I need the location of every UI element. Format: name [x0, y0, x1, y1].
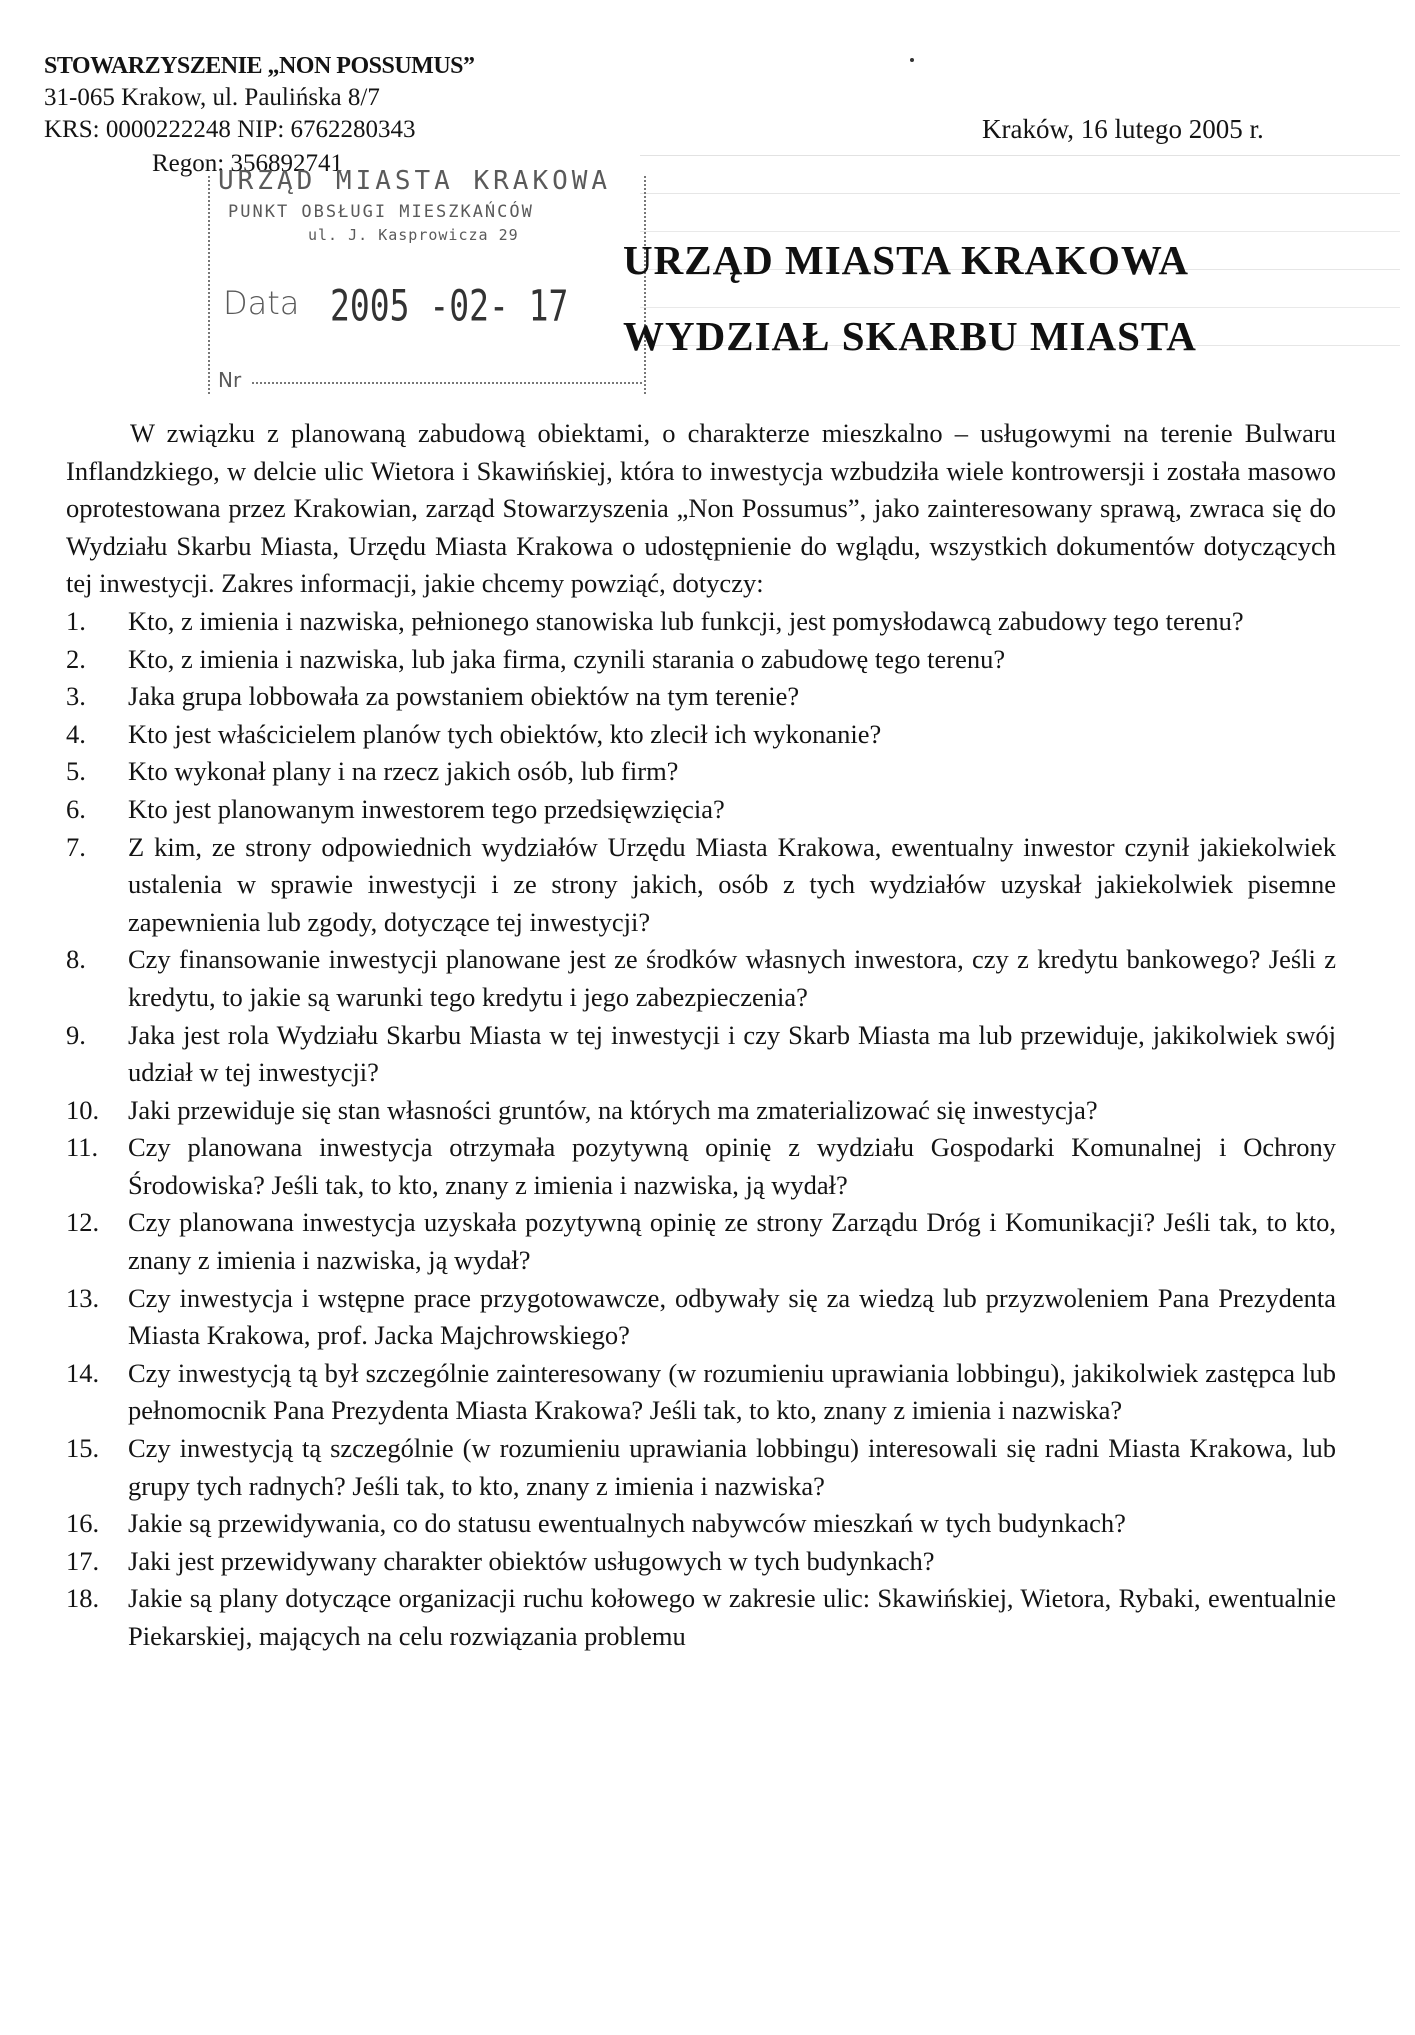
stamp-office-name: URZĄD MIASTA KRAKOWA	[218, 166, 612, 196]
question-number: 9.	[66, 1019, 86, 1050]
question-number: 13.	[66, 1282, 100, 1313]
question-item	[66, 941, 1336, 1016]
question-number: 7.	[66, 831, 86, 862]
question-number: 17.	[66, 1545, 100, 1576]
question-text: Jaka grupa lobbowała za powstaniem obiektów na tym terenie?	[128, 681, 800, 712]
question-text: Kto, z imienia i nazwiska, pełnionego stanowiska lub funkcji, jest pomysłodawcą zabudowy tego terenu?	[128, 605, 1244, 636]
question-item	[66, 1017, 1336, 1092]
question-number: 12.	[66, 1207, 100, 1238]
question-number: 5.	[66, 756, 86, 787]
stamp-number-line	[252, 382, 642, 384]
question-number: 3.	[66, 681, 86, 712]
question-item	[66, 791, 1336, 829]
question-item	[66, 1280, 1336, 1355]
sender-organization: STOWARZYSZENIE „NON POSSUMUS”	[44, 53, 475, 79]
question-text: Czy inwestycją tą szczególnie (w rozumieniu uprawiania lobbingu) interesowali się radni Miasta Krakowa, lub grupy tych radnych? Jeśli tak, to kto, znany z imienia i nazwiska?	[128, 1433, 1336, 1501]
question-text: Jaki przewiduje się stan własności gruntów, na których ma zmaterializować się inwestycja?	[128, 1094, 1098, 1125]
question-number: 14.	[66, 1357, 100, 1388]
intro-paragraph: W związku z planowaną zabudową obiektami, o charakterze mieszkalno – usługowymi na terenie Bulwaru Inflandzkiego, w delcie ulic Wietora i Skawińskiej, która to inwestycja wzbudziła wiele kontrowersji i została masowo oprotestowana przez Krakowian, zarząd Stowarzyszenia „Non Possumus”, jako zainteresowany sprawą, zwraca się do Wydziału Skarbu Miasta, Urzędu Miasta Krakowa o udostępnienie do wglądu, wszystkich dokumentów dotyczących tej inwestycji. Zakres informacji, jakie chcemy powziąć, dotyczy:	[66, 418, 1336, 599]
addressee-department: WYDZIAŁ SKARBU MIASTA	[623, 313, 1197, 359]
question-number: 16.	[66, 1508, 100, 1539]
stamp-office-unit: PUNKT OBSŁUGI MIESZKAŃCÓW	[228, 202, 534, 222]
question-item	[66, 1129, 1336, 1204]
sender-regon: Regon: 356892741	[152, 150, 343, 177]
question-item	[66, 1092, 1336, 1130]
stamp-number-label: Nr	[218, 368, 242, 392]
question-text: Kto, z imienia i nazwiska, lub jaka firma, czynili starania o zabudowę tego terenu?	[128, 643, 1006, 674]
question-text: Kto jest planowanym inwestorem tego przedsięwzięcia?	[128, 793, 725, 824]
question-number: 15.	[66, 1433, 100, 1464]
question-item	[66, 829, 1336, 942]
question-item	[66, 1430, 1336, 1505]
addressee-block	[623, 222, 1197, 374]
sender-address: 31-065 Krakow, ul. Paulińska 8/7	[44, 84, 380, 111]
sender-krs-nip: KRS: 0000222248 NIP: 6762280343	[44, 116, 416, 143]
question-text: Czy planowana inwestycja uzyskała pozytywną opinię ze strony Zarządu Dróg i Komunikacji? Jeśli tak, to kto, znany z imienia i nazwiska, ją wydał?	[128, 1207, 1336, 1276]
scan-speck	[910, 58, 914, 62]
letter-body	[66, 415, 1336, 1656]
stamp-border-left	[208, 176, 210, 394]
question-text: Jakie są plany dotyczące organizacji ruchu kołowego w zakresie ulic: Skawińskiej, Wietora, Rybaki, ewentualnie Piekarskiej, mających na celu rozwiązania problemu	[128, 1583, 1336, 1651]
question-number: 4.	[66, 718, 86, 749]
question-item	[66, 1355, 1336, 1430]
question-text: Jaki jest przewidywany charakter obiektów usługowych w tych budynkach?	[128, 1545, 935, 1576]
sender-block	[44, 50, 475, 146]
question-text: Kto jest właścicielem planów tych obiektów, kto zlecił ich wykonanie?	[128, 718, 882, 749]
stamp-date-label: Data	[223, 284, 300, 322]
question-number: 1.	[66, 605, 86, 636]
questions-list	[66, 603, 1336, 1656]
question-item	[66, 1505, 1336, 1543]
question-number: 11.	[66, 1132, 99, 1163]
question-number: 10.	[66, 1094, 100, 1125]
question-item	[66, 716, 1336, 754]
question-text: Czy finansowanie inwestycji planowane jest ze środków własnych inwestora, czy z kredytu bankowego? Jeśli z kredytu, to jakie są warunki tego kredytu i jego zabezpieczenia?	[128, 944, 1336, 1012]
question-item	[66, 753, 1336, 791]
question-number: 2.	[66, 643, 86, 674]
question-number: 8.	[66, 944, 86, 975]
question-item	[66, 603, 1336, 641]
question-item	[66, 1543, 1336, 1581]
question-text: Czy planowana inwestycja otrzymała pozytywną opinię z wydziału Gospodarki Komunalnej i Ochrony Środowiska? Jeśli tak, to kto, znany z imienia i nazwiska, ją wydał?	[128, 1132, 1336, 1200]
question-item	[66, 641, 1336, 679]
question-text: Z kim, ze strony odpowiednich wydziałów Urzędu Miasta Krakowa, ewentualny inwestor czynił jakiekolwiek ustalenia w sprawie inwestycji i ze strony jakich, osób z tych wydziałów uzyskał jakiekolwiek pisemne zapewnienia lub zgody, dotyczące tej inwestycji?	[128, 831, 1336, 937]
question-number: 18.	[66, 1583, 100, 1614]
question-text: Kto wykonał plany i na rzecz jakich osób, lub firm?	[128, 756, 679, 787]
question-text: Jaka jest rola Wydziału Skarbu Miasta w tej inwestycji i czy Skarb Miasta ma lub przewiduje, jakikolwiek swój udział w tej inwestycji?	[128, 1019, 1336, 1088]
question-item	[66, 678, 1336, 716]
question-item	[66, 1204, 1336, 1279]
question-text: Czy inwestycja i wstępne prace przygotowawcze, odbywały się za wiedzą lub przyzwoleniem Pana Prezydenta Miasta Krakowa, prof. Jacka Majchrowskiego?	[128, 1282, 1336, 1351]
place-and-date: Kraków, 16 lutego 2005 r.	[982, 114, 1264, 144]
received-stamp	[208, 166, 644, 394]
question-text: Czy inwestycją tą był szczególnie zainteresowany (w rozumieniu uprawiania lobbingu), jakikolwiek zastępca lub pełnomocnik Pana Prezydenta Miasta Krakowa? Jeśli tak, to kto, znany z imienia i nazwiska?	[128, 1357, 1336, 1426]
addressee-office: URZĄD MIASTA KRAKOWA	[623, 237, 1189, 283]
question-number: 6.	[66, 793, 86, 824]
question-text: Jakie są przewidywania, co do statusu ewentualnych nabywców mieszkań w tych budynkach?	[128, 1508, 1126, 1539]
stamp-date-value: 2005 -02- 17	[330, 280, 569, 331]
stamp-office-address: ul. J. Kasprowicza 29	[308, 226, 519, 244]
question-item	[66, 1580, 1336, 1655]
